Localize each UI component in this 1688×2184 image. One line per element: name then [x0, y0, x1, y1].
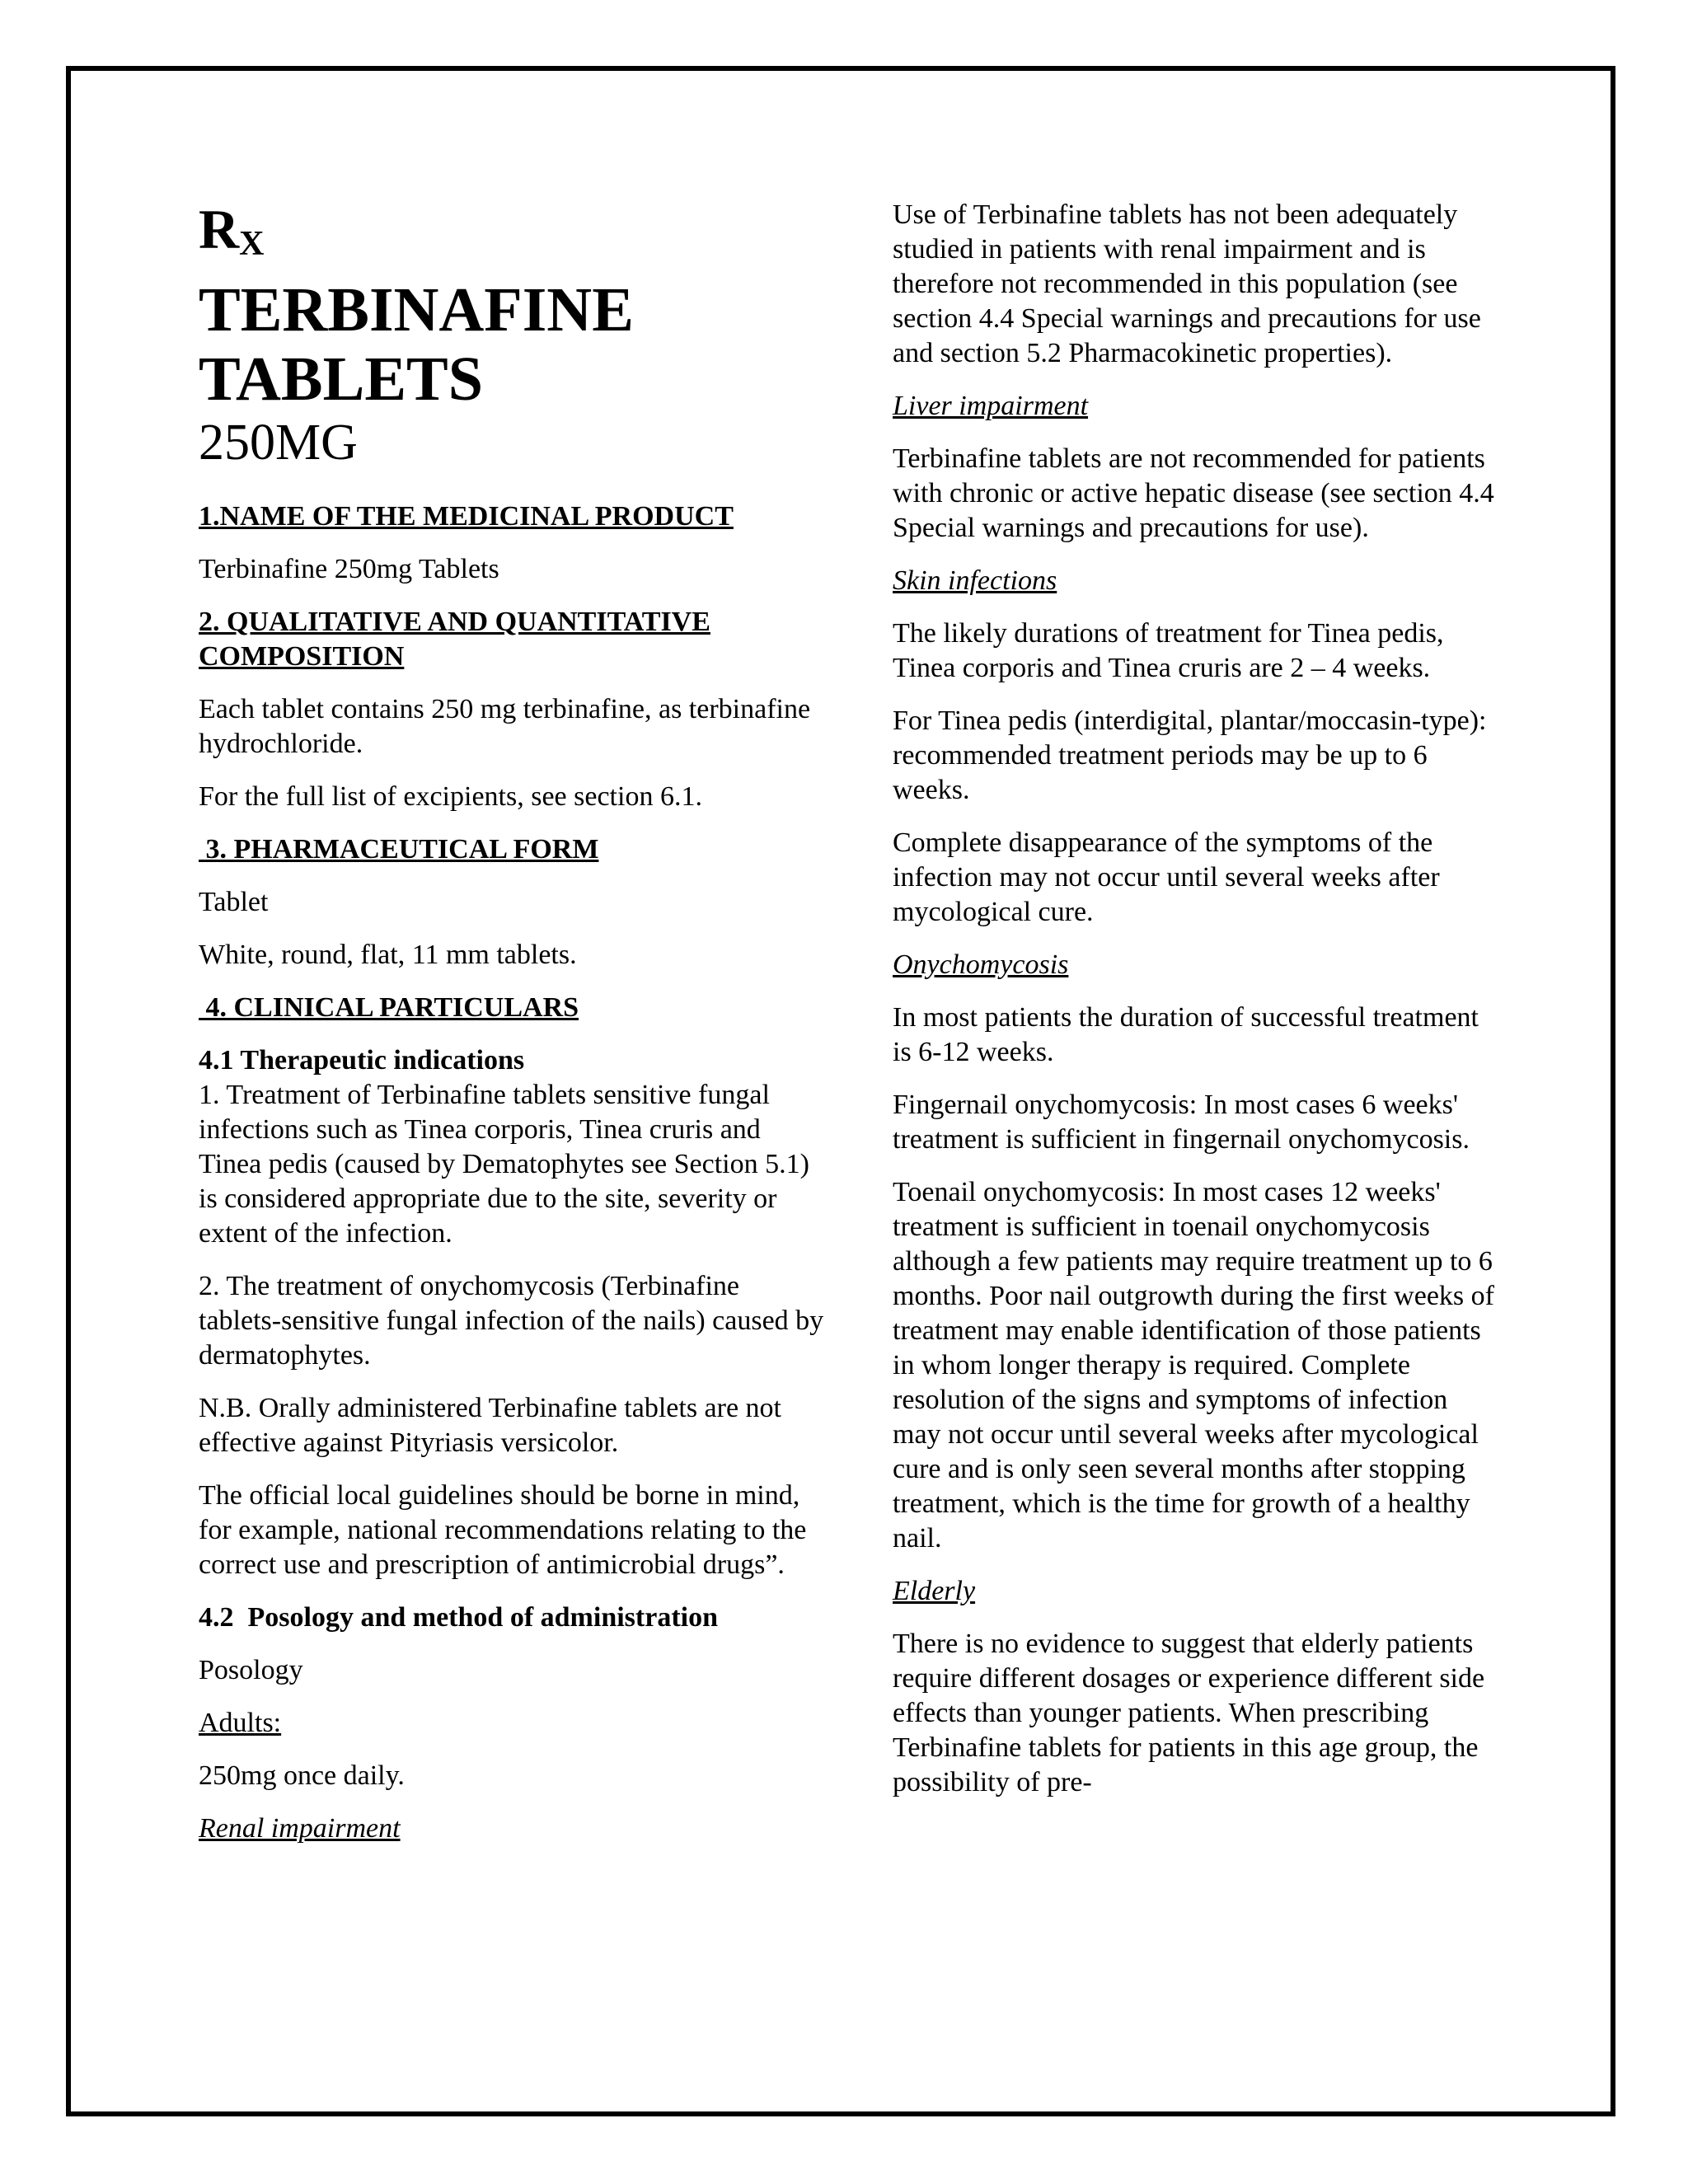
section-3-text-1: Tablet: [199, 887, 269, 917]
liver-impairment-text: Terbinafine tablets are not recommended for patients with chronic or active hepatic disease (see section 4.4 Special warnings and precautions for use).: [893, 443, 1494, 543]
rx-symbol: [199, 198, 825, 275]
adults-label: Adults:: [199, 1708, 282, 1738]
skin-infections-para-1: The likely durations of treatment for Tinea pedis, Tinea corporis and Tinea cruris are 2 – 4 weeks.: [893, 618, 1444, 683]
left-column: [199, 198, 825, 1864]
onychomycosis-para-1: In most patients the duration of successful treatment is 6-12 weeks.: [893, 1002, 1479, 1067]
posology-label: Posology: [199, 1655, 303, 1685]
rx-sub: X: [239, 225, 265, 263]
rx-main: R: [199, 198, 240, 260]
skin-infections-para-2: For Tinea pedis (interdigital, plantar/moccasin-type): recommended treatment periods may be up to 6 weeks.: [893, 705, 1487, 805]
section-4-heading: 4. CLINICAL PARTICULARS: [199, 992, 579, 1023]
section-4-1-para-4: The official local guidelines should be borne in mind, for example, national recommendations relating to the correct use and prescription of antimicrobial drugs”.: [199, 1480, 807, 1580]
section-2-heading: 2. QUALITATIVE AND QUANTITATIVE COMPOSITION: [199, 607, 710, 672]
product-title-line1: TERBINAFINE: [199, 275, 634, 344]
section-4-1-para-3: N.B. Orally administered Terbinafine tablets are not effective against Pityriasis versicolor.: [199, 1393, 781, 1458]
section-4-1-para-1: 1. Treatment of Terbinafine tablets sensitive fungal infections such as Tinea corporis, Tinea cruris and Tinea pedis (caused by Dematophytes see Section 5.1) is considered appropriate due to the site, severity or extent of the infection.: [199, 1080, 809, 1249]
section-1-heading: 1.NAME OF THE MEDICINAL PRODUCT: [199, 501, 734, 532]
right-column: [893, 198, 1503, 1818]
adults-dose: 250mg once daily.: [199, 1760, 405, 1791]
onychomycosis-heading: Onychomycosis: [893, 949, 1069, 980]
section-3-heading: 3. PHARMACEUTICAL FORM: [199, 834, 599, 865]
elderly-heading: Elderly: [893, 1576, 976, 1606]
product-title-line2: TABLETS: [199, 344, 483, 414]
renal-impairment-heading: Renal impairment: [199, 1813, 401, 1844]
elderly-text: There is no evidence to suggest that elderly patients require different dosages or experience different side effects than younger patients. When prescribing Terbinafine tablets for patients in this age group, the possibility of pre-: [893, 1629, 1485, 1797]
skin-infections-para-3: Complete disappearance of the symptoms of the infection may not occur until several weeks after mycological cure.: [893, 827, 1440, 927]
section-4-1-heading: 4.1 Therapeutic indications: [199, 1045, 525, 1076]
onychomycosis-para-3: Toenail onychomycosis: In most cases 12 weeks' treatment is sufficient in toenail onychomycosis although a few patients may require treatment up to 6 months. Poor nail outgrowth during the first weeks of treatment may enable identification of those patients in whom longer therapy is required. Complete resolution of the signs and symptoms of infection may not occur until several weeks after mycological cure and is only seen several months after stopping treatment, which is the time for growth of a healthy nail.: [893, 1177, 1494, 1554]
renal-impairment-text: Use of Terbinafine tablets has not been adequately studied in patients with renal impairment and is therefore not recommended in this population (see section 4.4 Special warnings and precautions for use and section 5.2 Pharmacokinetic properties).: [893, 199, 1481, 368]
skin-infections-heading: Skin infections: [893, 565, 1057, 596]
product-strength: 250MG: [199, 415, 358, 471]
section-3-text-2: White, round, flat, 11 mm tablets.: [199, 940, 577, 970]
liver-impairment-heading: Liver impairment: [893, 391, 1089, 421]
section-2-text-2: For the full list of excipients, see section 6.1.: [199, 781, 702, 812]
section-2-text-1: Each tablet contains 250 mg terbinafine, as terbinafine hydrochloride.: [199, 694, 811, 759]
section-4-2-heading: 4.2 Posology and method of administration: [199, 1602, 718, 1633]
section-1-text: Terbinafine 250mg Tablets: [199, 554, 499, 584]
onychomycosis-para-2: Fingernail onychomycosis: In most cases 6 weeks' treatment is sufficient in fingernail onychomycosis.: [893, 1090, 1470, 1155]
section-4-1-para-2: 2. The treatment of onychomycosis (Terbinafine tablets-sensitive fungal infection of the nails) caused by dermatophytes.: [199, 1271, 824, 1371]
